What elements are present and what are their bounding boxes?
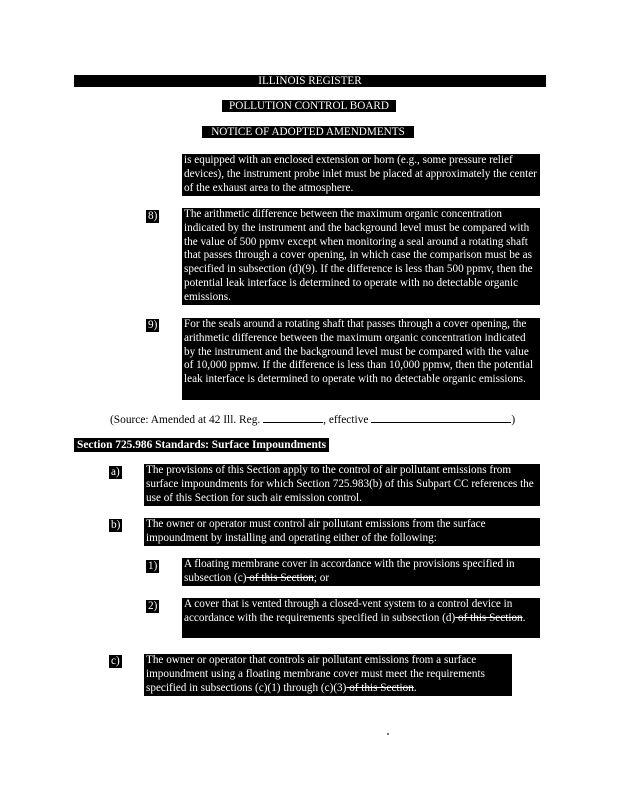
item-9-paragraph — [182, 318, 540, 400]
continuation-paragraph — [182, 154, 540, 196]
register-header — [74, 75, 546, 87]
item-8-paragraph — [182, 208, 540, 305]
item-b1-tail: ; or — [313, 571, 330, 584]
para-b-label: b) — [111, 519, 121, 531]
item-b1-struck: of this Section — [246, 571, 314, 584]
item-b1-paragraph — [182, 558, 540, 586]
item-b2-label: 2) — [148, 600, 158, 612]
para-c-tail: . — [413, 681, 417, 694]
board-header — [222, 100, 396, 112]
section-heading: Section 725.986 Standards: Surface Impoundments — [74, 438, 329, 452]
para-a-paragraph — [144, 464, 540, 506]
para-c-text: The owner or operator that controls air pollutant emissions from a surface impoundment using a floating membrane cover must meet the requirements specified in subsections (c)(1) through (c)(3) — [146, 654, 485, 694]
notice-title: NOTICE OF ADOPTED AMENDMENTS — [211, 126, 405, 138]
source-suffix: ) — [511, 414, 516, 426]
source-mid: , effective — [323, 414, 369, 426]
continuation-text: is equipped with an enclosed extension or horn (e.g., some pressure relief devices), the instrument probe inlet must be placed at approximately the center of the exhaust area to the atmosphere. — [184, 154, 537, 194]
item-b2-text: A cover that is vented through a closed-vent system to a control device in accordance with the requirements specified in subsection (d) — [184, 598, 513, 624]
item-b2-tail: . — [522, 611, 526, 624]
register-title: ILLINOIS REGISTER — [258, 75, 362, 87]
para-a-text: The provisions of this Section apply to the control of air pollutant emissions from surface impoundments for which Section 725.983(b) of this Subpart CC references the use of this Section for such air emission control. — [146, 464, 534, 504]
source-line — [110, 413, 515, 427]
item-b2-paragraph — [182, 598, 540, 638]
item-9-text: For the seals around a rotating shaft that passes through a cover opening, the arithmetic difference between the maximum organic concentration indicated by the instrument and the background level must be compared with the value of 10,000 ppmw. If the difference is less than 10,000 ppmw, then the potential leak interface is determined to operate with no detectable organic emissions. — [184, 318, 534, 386]
para-c-label: c) — [111, 655, 120, 667]
notice-header — [202, 126, 414, 138]
item-b1-label: 1) — [148, 560, 158, 572]
para-a-label: a) — [111, 466, 120, 478]
date-blank — [371, 422, 511, 423]
para-c-paragraph — [144, 654, 512, 696]
scan-speck — [387, 733, 389, 735]
item-8-label: 8) — [148, 210, 158, 222]
item-b2-struck: of this Section — [455, 611, 523, 624]
para-b-paragraph — [144, 518, 540, 546]
item-9-label: 9) — [148, 319, 158, 331]
reg-blank — [263, 422, 323, 423]
para-b-text: The owner or operator must control air pollutant emissions from the surface impoundment by installing and operating either of the following: — [146, 518, 486, 544]
item-8-text: The arithmetic difference between the maximum organic concentration indicated by the instrument and the background level must be compared with the value of 500 ppmv except when monitoring a seal around a rotating shaft that passes through a cover opening, in which case the comparison must be as specified in subsection (d)(9). If the difference is less than 500 ppmv, then the potential leak interface is determined to operate with no detectable organic emissions. — [184, 208, 533, 303]
item-b1-text: A floating membrane cover in accordance with the provisions specified in subsection (c) — [184, 558, 515, 584]
board-title: POLLUTION CONTROL BOARD — [229, 100, 389, 112]
source-prefix: (Source: Amended at 42 Ill. Reg. — [110, 414, 261, 426]
para-c-struck: of this Section — [346, 681, 414, 694]
